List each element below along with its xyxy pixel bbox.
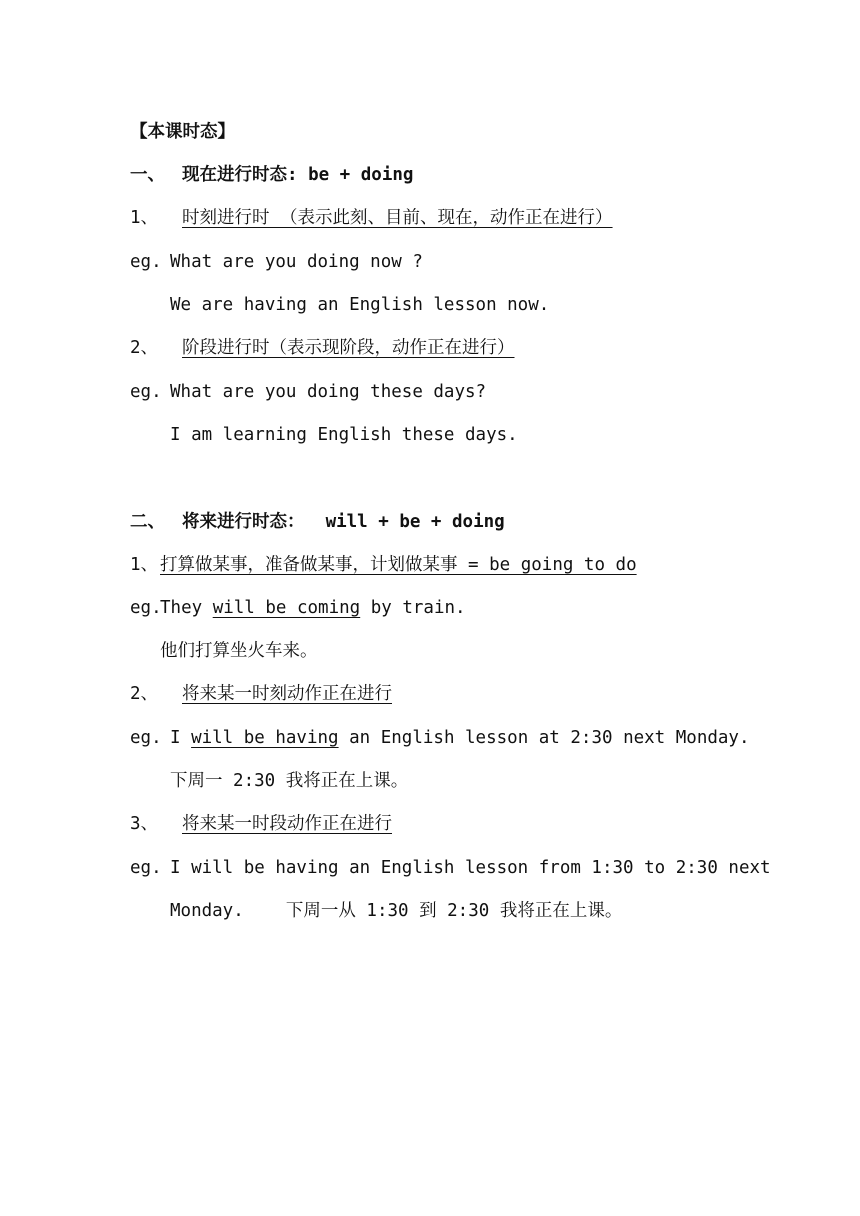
- section-1-item-1: [130, 207, 613, 229]
- section-2-index: 二、: [130, 512, 165, 532]
- example-text-pre: They: [160, 598, 213, 618]
- section-2-title: 将来进行时态： will + be + doing: [182, 512, 505, 532]
- example-text-post: an English lesson at 2:30 next Monday.: [338, 728, 750, 748]
- section-1-index: 一、: [130, 165, 165, 185]
- example-answer: I am learning English these days.: [170, 425, 518, 445]
- item-text: 将来某一时段动作正在进行: [182, 814, 392, 834]
- example-label: eg.: [130, 728, 162, 748]
- section-2-item-2: [130, 683, 392, 705]
- example-question: [130, 251, 423, 273]
- example-sentence: [130, 597, 466, 619]
- example-text-post: by train.: [360, 598, 466, 618]
- example-label: eg.: [130, 858, 162, 878]
- example-underlined: will be coming: [212, 598, 361, 618]
- item-number: 2、: [130, 338, 159, 358]
- example-sentence: [130, 727, 750, 749]
- item-number: 1、: [130, 555, 159, 575]
- item-text: 时刻进行时 （表示此刻、目前、现在，动作正在进行）: [182, 208, 613, 228]
- example-sentence: [130, 857, 771, 879]
- example-label: eg.: [130, 252, 162, 272]
- example-label: eg.: [130, 598, 162, 618]
- section-1-heading: [130, 164, 413, 186]
- example-question: [130, 381, 486, 403]
- example-underlined: will be having: [191, 728, 339, 748]
- example-continuation: Monday. 下周一从 1:30 到 2:30 我将正在上课。: [170, 901, 623, 921]
- example-text: What are you doing now ?: [170, 252, 423, 272]
- item-number: 1、: [130, 208, 159, 228]
- item-text: 阶段进行时（表示现阶段，动作正在进行）: [182, 338, 515, 358]
- section-2-heading: [130, 511, 505, 533]
- example-text: I will be having an English lesson from 1:30 to 2:30 next: [170, 858, 771, 878]
- section-1-item-2: [130, 337, 515, 359]
- example-text: What are you doing these days?: [170, 382, 487, 402]
- section-1-title: 现在进行时态: be + doing: [182, 165, 414, 185]
- section-2-item-1: [130, 554, 637, 576]
- item-number: 2、: [130, 684, 159, 704]
- example-translation: 下周一 2:30 我将正在上课。: [170, 771, 409, 791]
- section-2-item-3: [130, 813, 392, 835]
- example-translation: 他们打算坐火车来。: [160, 641, 318, 661]
- item-number: 3、: [130, 814, 159, 834]
- example-text-pre: I: [170, 728, 192, 748]
- example-answer: We are having an English lesson now.: [170, 295, 550, 315]
- item-text: 将来某一时刻动作正在进行: [182, 684, 392, 704]
- example-label: eg.: [130, 382, 162, 402]
- lesson-header: 【本课时态】: [130, 122, 235, 142]
- item-text: 打算做某事，准备做某事，计划做某事 = be going to do: [160, 555, 637, 575]
